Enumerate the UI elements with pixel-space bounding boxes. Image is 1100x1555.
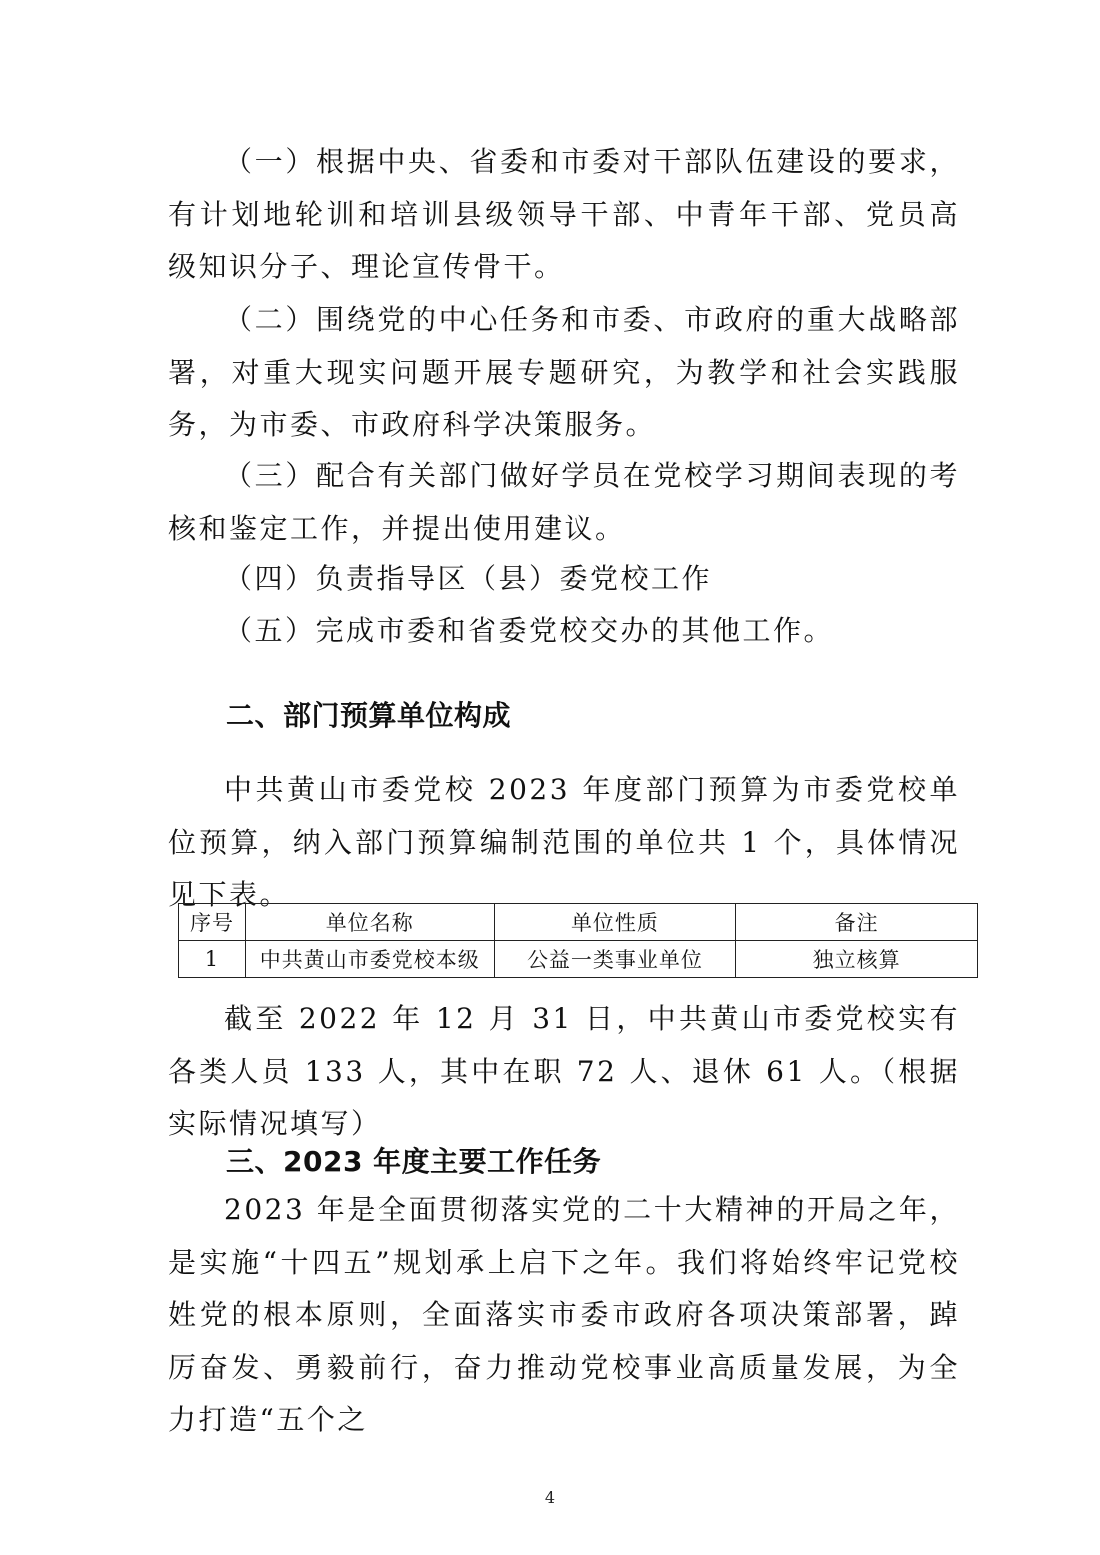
table-row (179, 941, 978, 978)
header-remark: 备注 (736, 904, 978, 941)
duty-item-5: （五）完成市委和省委党校交办的其他工作。 (224, 614, 835, 647)
cell-unit-name: 中共黄山市委党校本级 (245, 941, 494, 978)
tasks-body-paragraph: 2023 年是全面贯彻落实党的二十大精神的开局之年，是实施“十四五”规划承上启下之年。我们将始终牢记党校姓党的根本原则，全面落实市委市政府各项决策部署，踔厉奋发、勇毅前行，奋力推动党校事业高质量发展，为全力打造“五个之 (168, 1193, 960, 1436)
duty-item-1: （一）根据中央、省委和市委对干部队伍建设的要求，有计划地轮训和培训县级领导干部、中青年干部、党员高级知识分子、理论宣传骨干。 (168, 145, 960, 283)
duty-item-4: （四）负责指导区（县）委党校工作 (224, 562, 713, 595)
page-number: 4 (544, 1488, 556, 1507)
header-unit-name: 单位名称 (245, 904, 494, 941)
cell-index: 1 (179, 941, 246, 978)
header-unit-nature: 单位性质 (494, 904, 736, 941)
header-index: 序号 (179, 904, 246, 941)
duty-item-3: （三）配合有关部门做好学员在党校学习期间表现的考核和鉴定工作，并提出使用建议。 (168, 459, 960, 545)
cell-remark: 独立核算 (736, 941, 978, 978)
cell-unit-nature: 公益一类事业单位 (494, 941, 736, 978)
staff-count-paragraph: 截至 2022 年 12 月 31 日，中共黄山市委党校实有各类人员 133 人，其中在职 72 人、退休 61 人。（根据实际情况填写） (168, 1002, 960, 1140)
section-heading-budget-units: 二、部门预算单位构成 (226, 699, 512, 732)
section-heading-2023-tasks: 三、2023 年度主要工作任务 (226, 1145, 602, 1178)
duty-item-2: （二）围绕党的中心任务和市委、市政府的重大战略部署，对重大现实问题开展专题研究，为教学和社会实践服务，为市委、市政府科学决策服务。 (168, 303, 960, 441)
table-header-row (179, 904, 978, 941)
budget-intro-paragraph: 中共黄山市委党校 2023 年度部门预算为市委党校单位预算，纳入部门预算编制范围的单位共 1 个，具体情况见下表。 (168, 773, 960, 911)
budget-unit-table (178, 903, 978, 978)
